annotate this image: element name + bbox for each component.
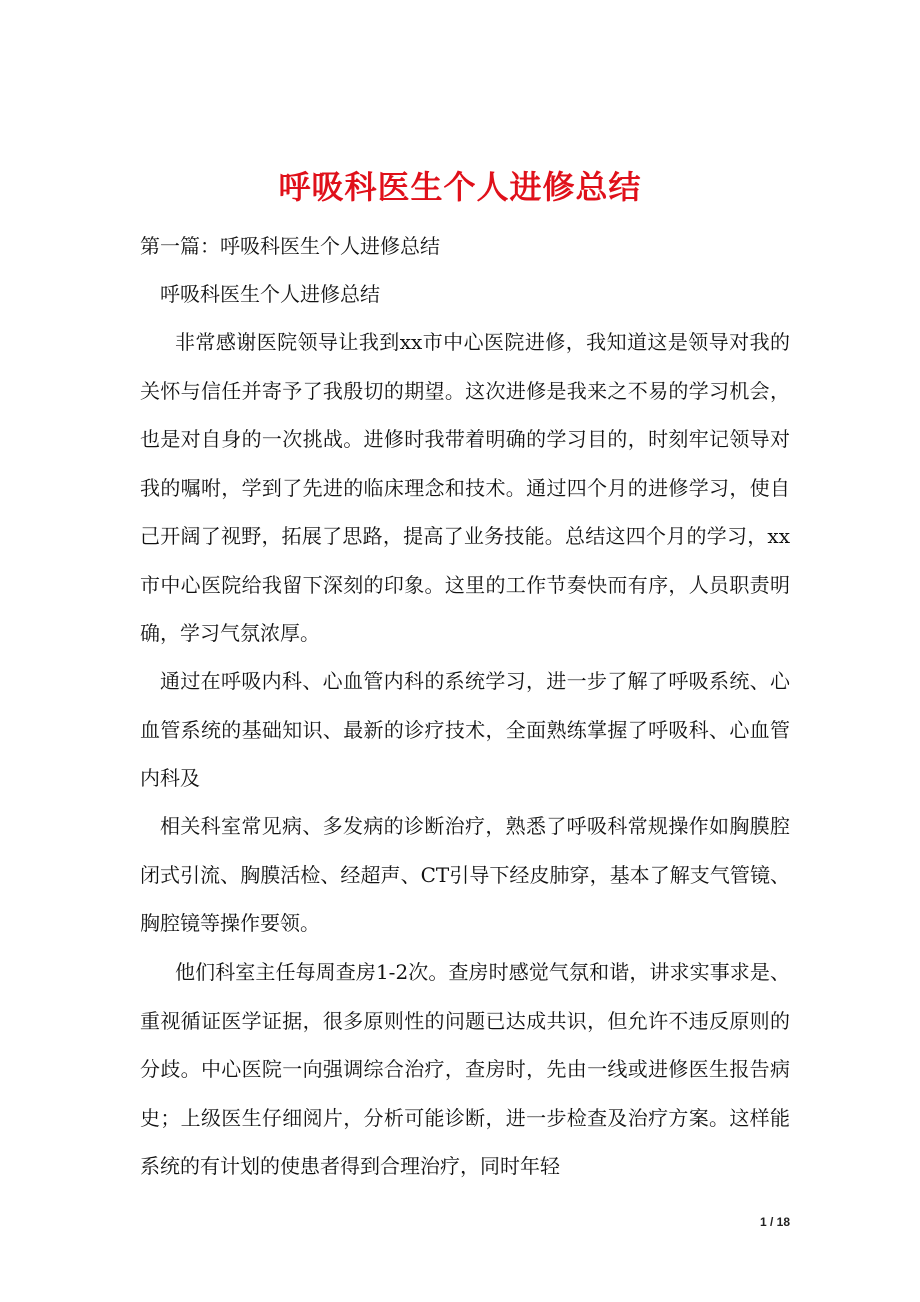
body-paragraph: 通过在呼吸内科、心血管内科的系统学习，进一步了解了呼吸系统、心血管系统的基础知识、最新的诊疗技术，全面熟练掌握了呼吸科、心血管内科及 <box>140 669 790 790</box>
body-paragraph: 他们科室主任每周查房1-2次。查房时感觉气氛和谐，讲求实事求是、重视循证医学证据，很多原则性的问题已达成共识，但允许不违反原则的分歧。中心医院一向强调综合治疗，查房时，先由一线或进修医生报告病史；上级医生仔细阅片，分析可能诊断，进一步检查及治疗方案。这样能系统的有计划的使患者得到合理治疗，同时年轻 <box>140 960 790 1178</box>
document-subtitle: 呼吸科医生个人进修总结 <box>160 282 380 306</box>
body-paragraph: 非常感谢医院领导让我到xx市中心医院进修，我知道这是领导对我的关怀与信任并寄予了我殷切的期望。这次进修是我来之不易的学习机会，也是对自身的一次挑战。进修时我带着明确的学习目的，时刻牢记领导对我的嘱咐，学到了先进的临床理念和技术。通过四个月的进修学习，使自己开阔了视野，拓展了思路，提高了业务技能。总结这四个月的学习，xx市中心医院给我留下深刻的印象。这里的工作节奏快而有序，人员职责明确，学习气氛浓厚。 <box>140 330 790 645</box>
page-number: 1 / 18 <box>759 1215 790 1229</box>
section-heading: 第一篇：呼吸科医生个人进修总结 <box>140 234 440 258</box>
document-title: 呼吸科医生个人进修总结 <box>278 168 642 207</box>
body-paragraph: 相关科室常见病、多发病的诊断治疗，熟悉了呼吸科常规操作如胸膜腔闭式引流、胸膜活检、经超声、CT引导下经皮肺穿，基本了解支气管镜、胸腔镜等操作要领。 <box>140 814 790 935</box>
